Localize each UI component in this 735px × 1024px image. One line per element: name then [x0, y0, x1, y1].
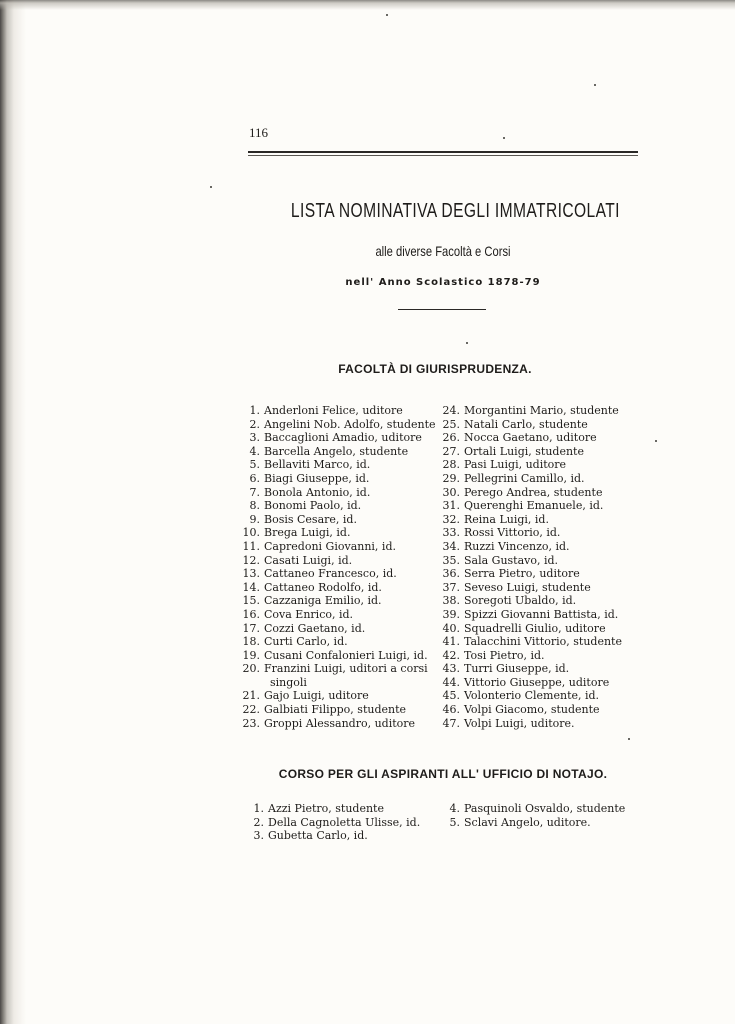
list-item-number: 33. — [442, 526, 460, 540]
notajo-list-left — [244, 802, 420, 843]
list-item-text: Tosi Pietro, id. — [464, 648, 545, 662]
list-item-text: Seveso Luigi, studente — [464, 580, 591, 594]
list-item — [240, 567, 436, 581]
list-item — [440, 802, 625, 816]
list-item-number: 45. — [442, 689, 460, 703]
list-item-text: Curti Carlo, id. — [264, 635, 348, 649]
list-item-text: Baccaglioni Amadio, uditore — [264, 431, 422, 445]
list-item-number: 39. — [442, 607, 460, 621]
list-item — [440, 486, 622, 500]
list-item-text: Bosis Cesare, id. — [264, 512, 357, 526]
list-item-text: Natali Carlo, studente — [464, 417, 588, 431]
list-item-number: 9. — [249, 512, 260, 526]
academic-year-line: nell' Anno Scolastico 1878-79 — [345, 277, 541, 288]
list-item — [240, 581, 436, 595]
list-item — [440, 662, 622, 676]
list-item-number: 42. — [442, 648, 460, 662]
list-item-continuation: singoli — [270, 675, 307, 689]
list-item — [440, 513, 622, 527]
list-item-text: Pasi Luigi, uditore — [464, 458, 567, 472]
list-item — [240, 540, 436, 554]
list-item — [240, 594, 436, 608]
list-item-text: Anderloni Felice, uditore — [264, 404, 403, 417]
scan-speck — [628, 738, 630, 740]
list-item-text: Cusani Confalonieri Luigi, id. — [264, 648, 428, 662]
scan-speck — [594, 84, 596, 86]
list-item-text: Pasquinoli Osvaldo, studente — [464, 802, 626, 815]
list-item-text: Sclavi Angelo, uditore. — [464, 815, 591, 829]
list-item-number: 44. — [442, 675, 460, 689]
list-item-number: 1. — [253, 802, 264, 815]
list-item-number: 2. — [249, 417, 260, 431]
list-item-number: 30. — [442, 485, 460, 499]
list-item — [240, 472, 436, 486]
list-item — [440, 676, 622, 690]
list-item-number: 43. — [442, 662, 460, 676]
list-item-number: 18. — [242, 635, 260, 649]
list-item — [240, 418, 436, 432]
list-item-number: 5. — [249, 458, 260, 472]
list-item — [440, 431, 622, 445]
list-item-text: Volpi Luigi, uditore. — [464, 716, 575, 730]
list-item-text: Turri Giuseppe, id. — [464, 662, 570, 676]
list-item-text: Serra Pietro, uditore — [464, 567, 580, 581]
list-item — [440, 540, 622, 554]
list-item-text: Ortali Luigi, studente — [464, 444, 584, 458]
list-item-text: Casati Luigi, id. — [264, 553, 353, 567]
list-item-number: 38. — [442, 594, 460, 608]
list-item-number: 20. — [242, 662, 260, 676]
list-item — [240, 608, 436, 622]
list-item-number: 23. — [242, 716, 260, 730]
list-item — [440, 717, 622, 731]
list-item-number: 41. — [442, 635, 460, 649]
list-item-text: Cova Enrico, id. — [264, 607, 354, 621]
header-rule — [248, 151, 638, 153]
list-item — [240, 499, 436, 513]
list-item-number: 28. — [442, 458, 460, 472]
list-item — [240, 649, 436, 663]
notajo-list-right — [440, 802, 625, 829]
list-item-text: Pellegrini Camillo, id. — [464, 471, 585, 485]
list-item-number: 4. — [449, 802, 460, 815]
scan-speck — [386, 14, 388, 16]
list-item-text: Gubetta Carlo, id. — [268, 829, 368, 843]
list-item-number: 13. — [242, 567, 260, 581]
list-item — [240, 526, 436, 540]
list-item-text: Rossi Vittorio, id. — [464, 526, 561, 540]
list-item — [240, 689, 436, 703]
list-item-number: 47. — [442, 716, 460, 730]
list-item-number: 32. — [442, 512, 460, 526]
list-item-number: 4. — [249, 444, 260, 458]
list-item-number: 29. — [442, 471, 460, 485]
list-item — [244, 816, 420, 830]
list-item-text: Volonterio Clemente, id. — [464, 689, 600, 703]
list-item-text: Groppi Alessandro, uditore — [264, 716, 416, 730]
list-item-number: 5. — [449, 815, 460, 829]
list-item — [440, 581, 622, 595]
list-item-number: 11. — [242, 539, 260, 553]
list-item — [440, 689, 622, 703]
list-item-text: Biagi Giuseppe, id. — [264, 471, 370, 485]
list-item-number: 3. — [249, 431, 260, 445]
giurisprudenza-list-left — [240, 404, 436, 730]
list-item — [244, 829, 420, 843]
list-item-text: Querenghi Emanuele, id. — [464, 499, 604, 513]
list-item — [240, 458, 436, 472]
list-item-text: Angelini Nob. Adolfo, studente — [264, 417, 436, 431]
list-item-text: Nocca Gaetano, uditore — [464, 431, 597, 445]
list-item-number: 15. — [242, 594, 260, 608]
list-item — [440, 554, 622, 568]
list-item — [240, 622, 436, 636]
list-item-number: 37. — [442, 580, 460, 594]
list-item-text: Cattaneo Rodolfo, id. — [264, 580, 382, 594]
list-item — [440, 526, 622, 540]
list-item-text: Azzi Pietro, studente — [268, 802, 384, 815]
list-item — [240, 662, 436, 676]
list-item-number: 12. — [242, 553, 260, 567]
list-item-number: 16. — [242, 607, 260, 621]
list-item-text: Sala Gustavo, id. — [464, 553, 559, 567]
list-item — [240, 554, 436, 568]
list-item-text: Capredoni Giovanni, id. — [264, 539, 396, 553]
list-item — [440, 649, 622, 663]
list-item-number: 22. — [242, 703, 260, 717]
list-item — [440, 499, 622, 513]
list-item — [240, 486, 436, 500]
list-item — [440, 703, 622, 717]
list-item-text: Cazzaniga Emilio, id. — [264, 594, 382, 608]
list-item — [440, 594, 622, 608]
list-item-number: 2. — [253, 815, 264, 829]
list-item — [440, 567, 622, 581]
list-item-number: 35. — [442, 553, 460, 567]
scan-speck — [655, 440, 657, 442]
list-item-text: Cozzi Gaetano, id. — [264, 621, 366, 635]
list-item-number: 36. — [442, 567, 460, 581]
list-item — [440, 816, 625, 830]
list-item-text: Barcella Angelo, studente — [264, 444, 409, 458]
list-item — [240, 717, 436, 731]
list-item — [440, 404, 622, 418]
list-item-text: Spizzi Giovanni Battista, id. — [464, 607, 619, 621]
list-item — [244, 802, 420, 816]
list-item-number: 19. — [242, 648, 260, 662]
list-item-number: 17. — [242, 621, 260, 635]
list-item — [440, 608, 622, 622]
list-item-text: Soregoti Ubaldo, id. — [464, 594, 577, 608]
list-item-text: Volpi Giacomo, studente — [464, 703, 600, 717]
list-item — [440, 418, 622, 432]
list-item-text: Ruzzi Vincenzo, id. — [464, 539, 570, 553]
list-item-number: 26. — [442, 431, 460, 445]
scan-edge-left — [0, 0, 26, 1024]
list-item — [240, 404, 436, 418]
list-item-number: 21. — [242, 689, 260, 703]
list-item-text: Della Cagnoletta Ulisse, id. — [268, 815, 421, 829]
section-heading-notajo: CORSO PER GLI ASPIRANTI ALL' UFFICIO DI NOTAJO. — [278, 767, 608, 781]
list-item-number: 10. — [242, 526, 260, 540]
list-item — [440, 472, 622, 486]
list-item — [240, 431, 436, 445]
list-item-number: 40. — [442, 621, 460, 635]
list-item-number: 6. — [249, 471, 260, 485]
list-item — [240, 703, 436, 717]
title-divider — [398, 309, 486, 310]
list-item-number: 14. — [242, 580, 260, 594]
scan-speck — [466, 342, 468, 344]
list-item-text: Galbiati Filippo, studente — [264, 703, 407, 717]
list-item-number: 31. — [442, 499, 460, 513]
page-number: 116 — [249, 125, 269, 140]
list-item-number: 1. — [249, 404, 260, 417]
list-item-number: 24. — [442, 404, 460, 417]
scan-speck — [503, 137, 505, 139]
list-item-text: Perego Andrea, studente — [464, 485, 603, 499]
list-item-number: 46. — [442, 703, 460, 717]
list-item-text: Cattaneo Francesco, id. — [264, 567, 397, 581]
list-item-text: Bonola Antonio, id. — [264, 485, 371, 499]
list-item-text: Bonomi Paolo, id. — [264, 499, 362, 513]
page-title: LISTA NOMINATIVA DEGLI IMMATRICOLATI — [290, 200, 620, 222]
list-item-text: Gajo Luigi, uditore — [264, 689, 369, 703]
list-item — [240, 635, 436, 649]
list-item-number: 34. — [442, 539, 460, 553]
scan-edge-top — [0, 0, 735, 10]
section-heading-giurisprudenza: FACOLTÀ DI GIURISPRUDENZA. — [338, 362, 532, 376]
list-item-text: Bellaviti Marco, id. — [264, 458, 371, 472]
list-item-number: 3. — [253, 829, 264, 843]
list-item — [240, 513, 436, 527]
list-item-number: 7. — [249, 485, 260, 499]
list-item-text: Talacchini Vittorio, studente — [464, 635, 622, 649]
list-item — [240, 445, 436, 459]
list-item-text: Squadrelli Giulio, uditore — [464, 621, 606, 635]
list-item — [440, 622, 622, 636]
giurisprudenza-list-right — [440, 404, 622, 730]
list-item — [440, 458, 622, 472]
list-item-number: 25. — [442, 417, 460, 431]
list-item-text: Morgantini Mario, studente — [464, 404, 619, 417]
list-item-text: Franzini Luigi, uditori a corsi — [264, 662, 428, 676]
list-item-number: 8. — [249, 499, 260, 513]
list-item-text: Brega Luigi, id. — [264, 526, 351, 540]
scan-speck — [210, 186, 212, 188]
list-item-text: Vittorio Giuseppe, uditore — [464, 675, 610, 689]
list-item — [440, 635, 622, 649]
list-item-text: Reina Luigi, id. — [464, 512, 549, 526]
list-item — [440, 445, 622, 459]
page-subtitle: alle diverse Facoltà e Corsi — [375, 243, 511, 259]
list-item-number: 27. — [442, 444, 460, 458]
